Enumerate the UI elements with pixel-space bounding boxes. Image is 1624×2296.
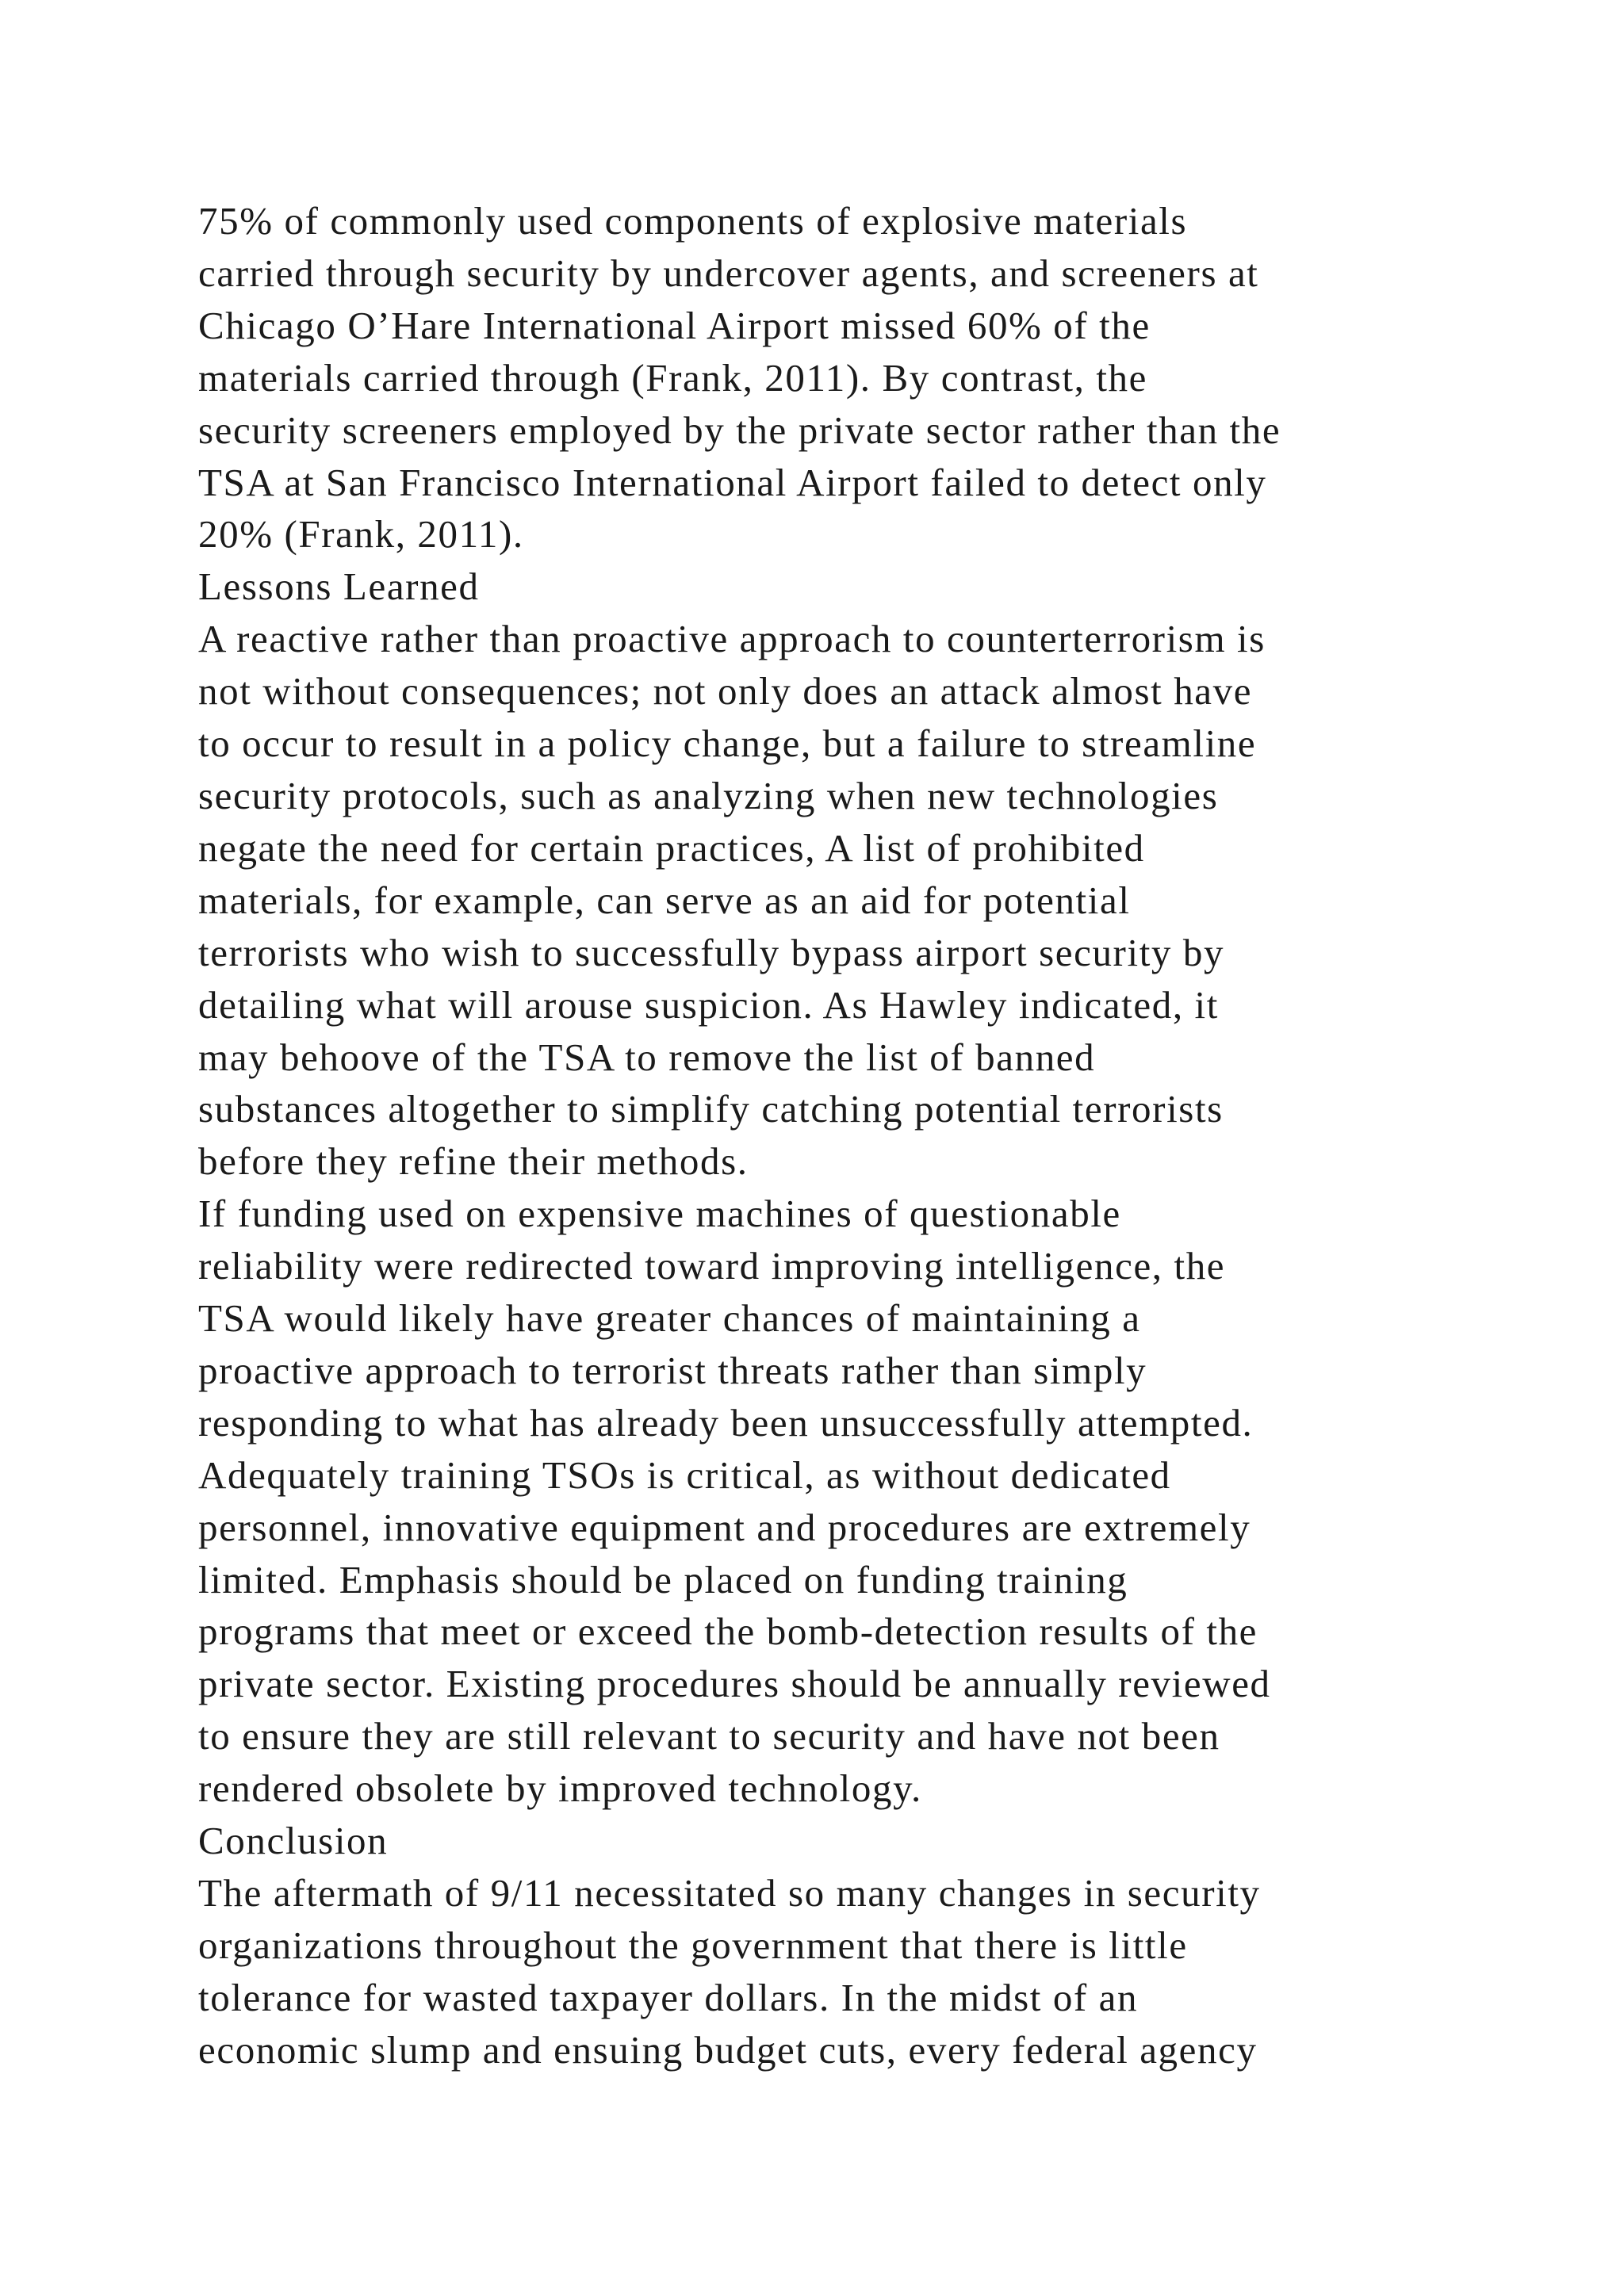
text-line: security protocols, such as analyzing when new technologies — [198, 773, 1219, 817]
text-line: programs that meet or exceed the bomb-detection results of the — [198, 1609, 1258, 1654]
text-line: TSA at San Francisco International Airport failed to detect only — [198, 460, 1267, 504]
text-line: before they refine their methods. — [198, 1139, 749, 1184]
text-line: tolerance for wasted taxpayer dollars. In the midst of an — [198, 1975, 1139, 2019]
text-line: may behoove of the TSA to remove the list of banned — [198, 1035, 1096, 1079]
text-line: materials carried through (Frank, 2011). By contrast, the — [198, 355, 1148, 400]
text-line: to occur to result in a policy change, but a failure to streamline — [198, 721, 1257, 766]
text-line: responding to what has already been unsuccessfully attempted. — [198, 1400, 1254, 1445]
text-line: proactive approach to terrorist threats rather than simply — [198, 1348, 1147, 1392]
text-line: limited. Emphasis should be placed on funding training — [198, 1557, 1128, 1601]
text-line: to ensure they are still relevant to security and have not been — [198, 1714, 1220, 1758]
text-line: substances altogether to simplify catching potential terrorists — [198, 1087, 1224, 1131]
text-line: A reactive rather than proactive approach to counterterrorism is — [198, 617, 1266, 661]
text-line: If funding used on expensive machines of questionable — [198, 1192, 1121, 1236]
text-line: materials, for example, can serve as an aid for potential — [198, 878, 1131, 922]
text-line: negate the need for certain practices, A list of prohibited — [198, 825, 1145, 870]
section-heading-conclusion: Conclusion — [198, 1819, 389, 1863]
text-line: detailing what will arouse suspicion. As Hawley indicated, it — [198, 982, 1219, 1027]
text-line: TSA would likely have greater chances of maintaining a — [198, 1296, 1141, 1341]
text-line: organizations throughout the government that there is little — [198, 1923, 1188, 1967]
text-line: personnel, innovative equipment and procedures are extremely — [198, 1505, 1251, 1549]
section-heading-lessons-learned: Lessons Learned — [198, 564, 480, 609]
text-line: terrorists who wish to successfully bypass airport security by — [198, 930, 1225, 974]
document-body — [198, 195, 1562, 2076]
text-line: security screeners employed by the private sector rather than the — [198, 408, 1281, 452]
text-line: Chicago O’Hare International Airport missed 60% of the — [198, 303, 1151, 347]
text-line: carried through security by undercover agents, and screeners at — [198, 251, 1259, 295]
text-line: private sector. Existing procedures should be annually reviewed — [198, 1662, 1271, 1706]
text-line: The aftermath of 9/11 necessitated so many changes in security — [198, 1871, 1261, 1915]
text-line: 20% (Frank, 2011). — [198, 512, 524, 557]
text-line: 75% of commonly used components of explosive materials — [198, 199, 1188, 243]
text-line: Adequately training TSOs is critical, as without dedicated — [198, 1452, 1171, 1497]
text-line: economic slump and ensuing budget cuts, every federal agency — [198, 2027, 1258, 2072]
text-line: reliability were redirected toward improving intelligence, the — [198, 1244, 1226, 1288]
text-line: not without consequences; not only does an attack almost have — [198, 669, 1253, 714]
text-line: rendered obsolete by improved technology. — [198, 1766, 922, 1811]
